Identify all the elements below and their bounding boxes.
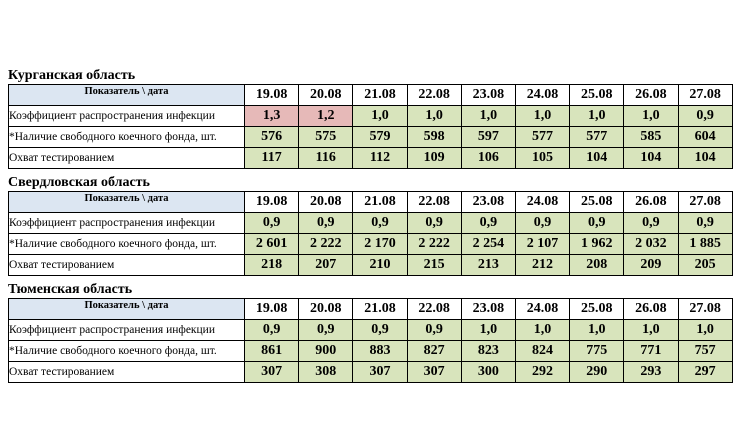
value-cell: 598 <box>407 127 461 148</box>
date-header: 25.08 <box>570 85 624 106</box>
value-cell: 0,9 <box>299 320 353 341</box>
value-cell: 308 <box>299 362 353 383</box>
value-cell: 210 <box>353 255 407 276</box>
value-cell: 2 254 <box>461 234 515 255</box>
region-title: Тюменская область <box>8 282 133 297</box>
value-cell: 218 <box>245 255 299 276</box>
value-cell: 1,0 <box>624 320 678 341</box>
value-cell: 597 <box>461 127 515 148</box>
value-cell: 2 222 <box>299 234 353 255</box>
row-label-infection-rate: Коэффициент распространения инфекции <box>9 106 245 127</box>
value-cell: 307 <box>245 362 299 383</box>
row-label-testing-coverage: Охват тестированием <box>9 148 245 169</box>
date-header: 27.08 <box>678 85 732 106</box>
value-cell: 106 <box>461 148 515 169</box>
table-row <box>9 213 733 234</box>
value-cell: 207 <box>299 255 353 276</box>
date-header: 22.08 <box>407 85 461 106</box>
value-cell: 215 <box>407 255 461 276</box>
value-cell: 0,9 <box>245 213 299 234</box>
date-header: 22.08 <box>407 192 461 213</box>
value-cell: 757 <box>678 341 732 362</box>
header-label: Показатель \ дата <box>9 85 245 106</box>
value-cell: 0,9 <box>678 213 732 234</box>
table-row <box>9 106 733 127</box>
date-header: 24.08 <box>515 192 569 213</box>
date-header: 25.08 <box>570 299 624 320</box>
date-header: 19.08 <box>245 299 299 320</box>
value-cell: 577 <box>515 127 569 148</box>
row-label-testing-coverage: Охват тестированием <box>9 255 245 276</box>
value-cell: 1 885 <box>678 234 732 255</box>
date-header: 26.08 <box>624 85 678 106</box>
value-cell: 1,0 <box>515 320 569 341</box>
date-header: 21.08 <box>353 192 407 213</box>
value-cell: 1,0 <box>570 106 624 127</box>
value-cell: 300 <box>461 362 515 383</box>
table-row <box>9 127 733 148</box>
value-cell: 0,9 <box>570 213 624 234</box>
value-cell: 775 <box>570 341 624 362</box>
value-cell: 0,9 <box>624 213 678 234</box>
value-cell: 117 <box>245 148 299 169</box>
header-label: Показатель \ дата <box>9 299 245 320</box>
value-cell: 1,0 <box>678 320 732 341</box>
value-cell: 1,0 <box>353 106 407 127</box>
region-table <box>8 298 733 383</box>
date-header: 22.08 <box>407 299 461 320</box>
value-cell: 1,2 <box>299 106 353 127</box>
region-table <box>8 191 733 276</box>
region-sverdlovsk <box>8 174 733 276</box>
value-cell: 205 <box>678 255 732 276</box>
value-cell: 0,9 <box>299 213 353 234</box>
date-header: 26.08 <box>624 299 678 320</box>
table-row <box>9 148 733 169</box>
value-cell: 1,0 <box>461 320 515 341</box>
table-row <box>9 320 733 341</box>
date-header: 19.08 <box>245 85 299 106</box>
value-cell: 2 107 <box>515 234 569 255</box>
value-cell: 0,9 <box>353 213 407 234</box>
date-header: 26.08 <box>624 192 678 213</box>
value-cell: 900 <box>299 341 353 362</box>
date-header: 21.08 <box>353 299 407 320</box>
value-cell: 1,0 <box>515 106 569 127</box>
value-cell: 112 <box>353 148 407 169</box>
value-cell: 861 <box>245 341 299 362</box>
value-cell: 307 <box>407 362 461 383</box>
value-cell: 1,0 <box>570 320 624 341</box>
date-header: 20.08 <box>299 192 353 213</box>
value-cell: 290 <box>570 362 624 383</box>
date-header: 23.08 <box>461 192 515 213</box>
value-cell: 104 <box>678 148 732 169</box>
value-cell: 116 <box>299 148 353 169</box>
value-cell: 0,9 <box>353 320 407 341</box>
value-cell: 208 <box>570 255 624 276</box>
value-cell: 213 <box>461 255 515 276</box>
value-cell: 771 <box>624 341 678 362</box>
value-cell: 0,9 <box>245 320 299 341</box>
value-cell: 585 <box>624 127 678 148</box>
header-label: Показатель \ дата <box>9 192 245 213</box>
date-header: 27.08 <box>678 299 732 320</box>
table-row <box>9 341 733 362</box>
table-row <box>9 362 733 383</box>
date-header: 23.08 <box>461 299 515 320</box>
value-cell: 823 <box>461 341 515 362</box>
date-header: 24.08 <box>515 85 569 106</box>
value-cell: 209 <box>624 255 678 276</box>
row-label-free-beds: *Наличие свободного коечного фонда, шт. <box>9 127 245 148</box>
value-cell: 576 <box>245 127 299 148</box>
value-cell: 0,9 <box>678 106 732 127</box>
region-table <box>8 84 733 169</box>
value-cell: 293 <box>624 362 678 383</box>
value-cell: 0,9 <box>407 320 461 341</box>
value-cell: 297 <box>678 362 732 383</box>
value-cell: 604 <box>678 127 732 148</box>
header-row <box>9 299 733 320</box>
date-header: 20.08 <box>299 299 353 320</box>
value-cell: 1,0 <box>461 106 515 127</box>
value-cell: 307 <box>353 362 407 383</box>
table-row <box>9 255 733 276</box>
table-row <box>9 234 733 255</box>
row-label-infection-rate: Коэффициент распространения инфекции <box>9 320 245 341</box>
value-cell: 2 222 <box>407 234 461 255</box>
value-cell: 827 <box>407 341 461 362</box>
value-cell: 577 <box>570 127 624 148</box>
value-cell: 212 <box>515 255 569 276</box>
date-header: 23.08 <box>461 85 515 106</box>
region-kurgan <box>8 67 733 169</box>
header-row <box>9 192 733 213</box>
value-cell: 2 170 <box>353 234 407 255</box>
date-header: 21.08 <box>353 85 407 106</box>
value-cell: 883 <box>353 341 407 362</box>
value-cell: 104 <box>624 148 678 169</box>
date-header: 25.08 <box>570 192 624 213</box>
value-cell: 104 <box>570 148 624 169</box>
value-cell: 824 <box>515 341 569 362</box>
value-cell: 2 601 <box>245 234 299 255</box>
date-header: 24.08 <box>515 299 569 320</box>
value-cell: 2 032 <box>624 234 678 255</box>
value-cell: 0,9 <box>515 213 569 234</box>
date-header: 27.08 <box>678 192 732 213</box>
value-cell: 1 962 <box>570 234 624 255</box>
value-cell: 579 <box>353 127 407 148</box>
row-label-free-beds: *Наличие свободного коечного фонда, шт. <box>9 234 245 255</box>
value-cell: 1,0 <box>407 106 461 127</box>
row-label-infection-rate: Коэффициент распространения инфекции <box>9 213 245 234</box>
value-cell: 1,0 <box>624 106 678 127</box>
value-cell: 575 <box>299 127 353 148</box>
value-cell: 0,9 <box>461 213 515 234</box>
region-title: Курганская область <box>8 68 136 83</box>
header-row <box>9 85 733 106</box>
value-cell: 0,9 <box>407 213 461 234</box>
region-title: Свердловская область <box>8 175 150 190</box>
value-cell: 1,3 <box>245 106 299 127</box>
value-cell: 292 <box>515 362 569 383</box>
row-label-free-beds: *Наличие свободного коечного фонда, шт. <box>9 341 245 362</box>
value-cell: 109 <box>407 148 461 169</box>
date-header: 20.08 <box>299 85 353 106</box>
row-label-testing-coverage: Охват тестированием <box>9 362 245 383</box>
value-cell: 105 <box>515 148 569 169</box>
date-header: 19.08 <box>245 192 299 213</box>
region-tyumen <box>8 281 733 383</box>
